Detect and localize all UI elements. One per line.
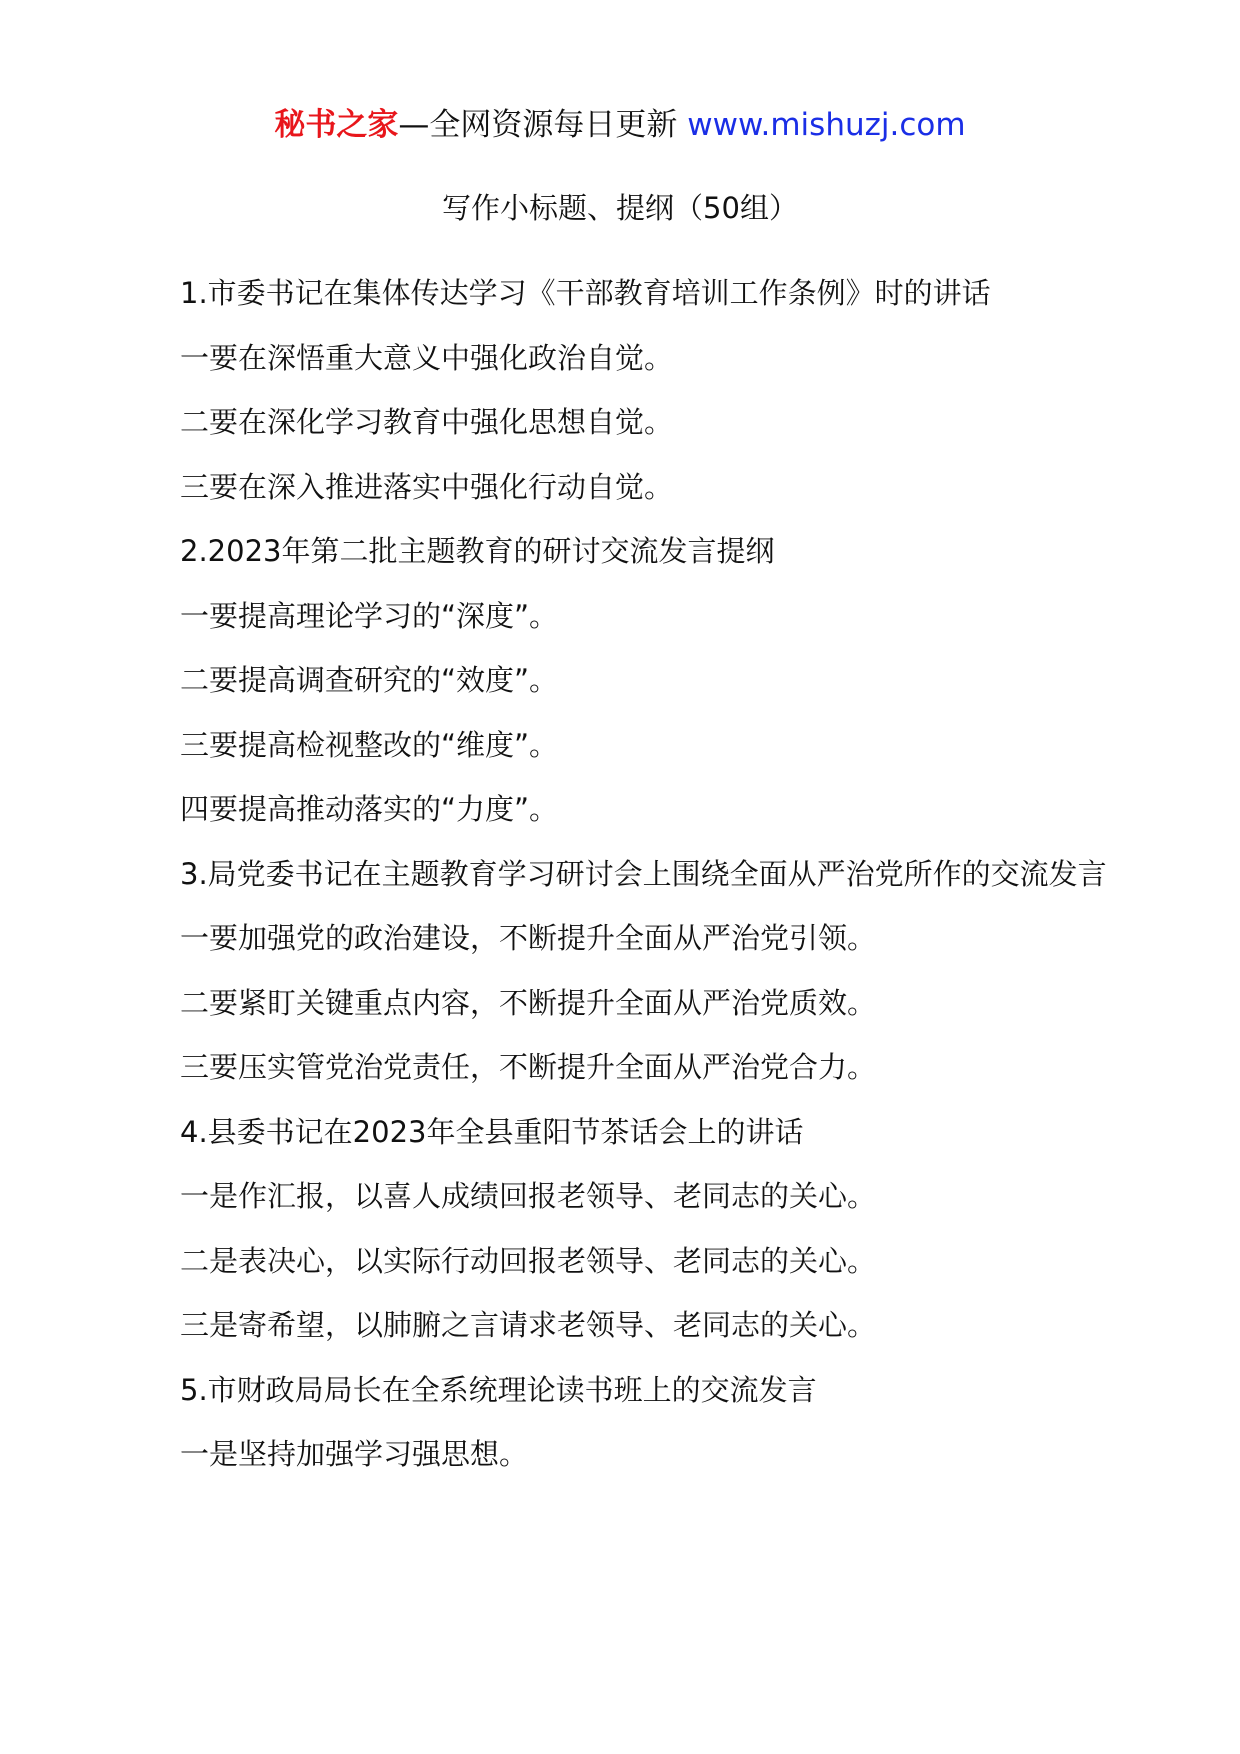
outline-item: 二要提高调查研究的“效度”。	[180, 663, 559, 697]
brand-name: 秘书之家	[274, 107, 399, 143]
header-tagline: —全网资源每日更新	[398, 107, 678, 143]
document-body	[118, 261, 1128, 1487]
outline-item: 一要加强党的政治建设，不断提升全面从严治党引领。	[180, 921, 877, 955]
outline-item: 三要提高检视整改的“维度”。	[180, 727, 559, 762]
outline-item: 二是表决心，以实际行动回报老领导、老同志的关心。	[180, 1243, 877, 1278]
outline-item: 一要在深悟重大意义中强化政治自觉。	[180, 340, 674, 375]
section-heading: 4.县委书记在2023年全县重阳节茶话会上的讲话	[180, 1114, 804, 1149]
section-heading: 2.2023年第二批主题教育的研讨交流发言提纲	[180, 534, 775, 568]
outline-item: 一是坚持加强学习强思想。	[180, 1437, 529, 1471]
outline-item: 三是寄希望，以肺腑之言请求老领导、老同志的关心。	[180, 1308, 877, 1342]
site-url-link[interactable]: www.mishuzj.com	[687, 107, 966, 143]
section-heading: 1.市委书记在集体传达学习《干部教育培训工作条例》时的讲话	[180, 276, 991, 310]
section-heading: 5.市财政局局长在全系统理论读书班上的交流发言	[180, 1372, 817, 1407]
outline-item: 四要提高推动落实的“力度”。	[180, 792, 559, 826]
section-heading: 3.局党委书记在主题教育学习研讨会上围绕全面从严治党所作的交流发言	[180, 856, 1107, 891]
outline-item: 一要提高理论学习的“深度”。	[180, 598, 559, 633]
outline-item: 三要在深入推进落实中强化行动自觉。	[180, 469, 674, 504]
document-title: 写作小标题、提纲（50组）	[442, 191, 798, 225]
outline-item: 二要在深化学习教育中强化思想自觉。	[180, 405, 674, 439]
outline-item: 二要紧盯关键重点内容，不断提升全面从严治党质效。	[180, 985, 877, 1020]
site-header	[0, 103, 1240, 147]
outline-item: 三要压实管党治党责任，不断提升全面从严治党合力。	[180, 1050, 877, 1084]
outline-item: 一是作汇报，以喜人成绩回报老领导、老同志的关心。	[180, 1179, 877, 1213]
